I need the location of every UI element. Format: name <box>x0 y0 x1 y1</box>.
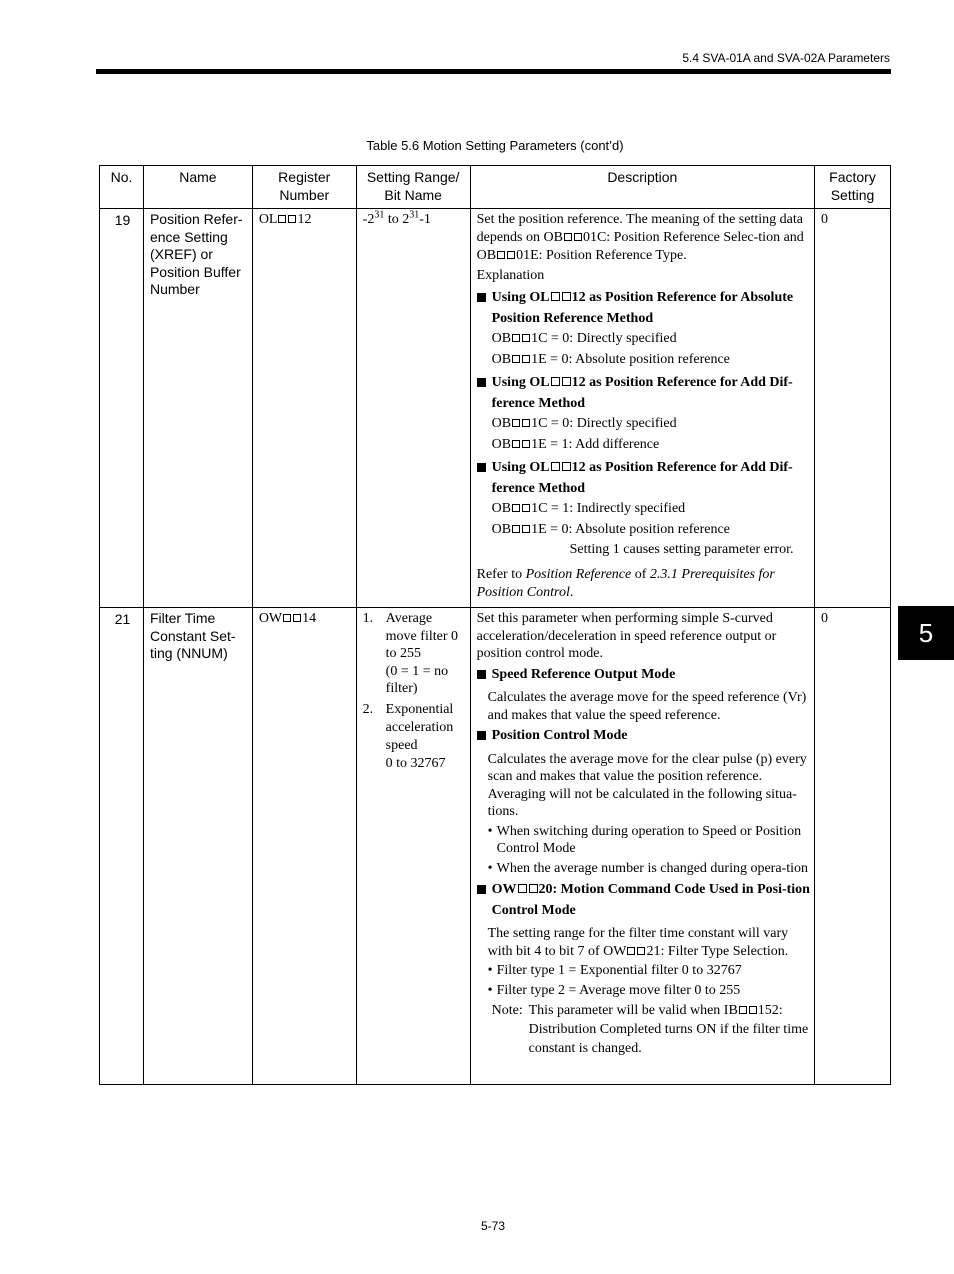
text: OB <box>491 436 512 452</box>
register-suffix: 14 <box>302 611 317 626</box>
placeholder-box-icon <box>564 233 572 241</box>
placeholder-box-icon <box>522 504 530 512</box>
text: Position Control Mode <box>491 728 628 743</box>
text: The setting range for the filter time constant will vary with bit 4 to bit 7 of OW <box>487 926 789 959</box>
placeholder-box-icon <box>507 251 515 259</box>
placeholder-box-icon <box>522 419 530 427</box>
chapter-tab: 5 <box>898 606 954 660</box>
placeholder-box-icon <box>637 947 645 955</box>
placeholder-box-icon <box>562 292 571 301</box>
table-header-row <box>100 166 891 209</box>
subsection-heading <box>477 373 810 414</box>
text: 12 as Position Reference for Absolute Position Reference Method <box>491 290 794 326</box>
item-subtext: (0 = 1 = no filter) <box>385 663 449 696</box>
list-item <box>477 982 810 1000</box>
range-item <box>363 701 466 773</box>
subsection-lines <box>477 499 810 561</box>
placeholder-box-icon <box>512 525 520 533</box>
placeholder-box-icon <box>574 233 582 241</box>
condition-line <box>492 520 810 541</box>
placeholder-box-icon <box>518 884 527 893</box>
item-text: Exponential acceleration speed <box>385 701 454 753</box>
placeholder-box-icon <box>551 377 560 386</box>
text: 1C = 0: Directly specified <box>531 331 677 346</box>
text: OB <box>491 351 512 367</box>
text: Filter type 1 = Exponential filter 0 to 32767 <box>496 963 742 978</box>
col-header-name: Name <box>143 166 252 209</box>
placeholder-box-icon <box>293 614 301 622</box>
bullet-dot-icon: • <box>487 860 493 876</box>
condition-line <box>492 414 810 435</box>
placeholder-box-icon <box>512 504 520 512</box>
list-item <box>477 823 810 858</box>
factory-setting: 0 <box>815 209 891 608</box>
subsection-text: Calculates the average move for the clear pulse (p) every scan and makes that value the position reference. Averaging will not be calculated in the following situa-tions. <box>487 751 807 819</box>
item-number: 1. <box>362 611 374 626</box>
square-bullet-icon <box>477 885 486 894</box>
text: Filter type 2 = Average move filter 0 to 255 <box>496 982 741 998</box>
subsection-heading <box>477 880 810 921</box>
text: 1E = 0: Absolute position reference <box>531 521 730 537</box>
text: . <box>569 584 574 600</box>
param-name: Filter Time Constant Set-ting (NNUM) <box>143 608 252 1085</box>
square-bullet-icon <box>477 670 486 679</box>
text: 1E = 0: Absolute position reference <box>531 351 730 367</box>
placeholder-box-icon <box>522 334 530 342</box>
col-header-range: Setting Range/ Bit Name <box>356 166 470 209</box>
param-no: 19 <box>100 209 144 608</box>
range-end: -1 <box>419 212 431 227</box>
register-suffix: 12 <box>297 212 312 227</box>
placeholder-box-icon <box>522 355 530 363</box>
setting-range <box>356 209 470 608</box>
placeholder-box-icon <box>283 614 291 622</box>
explanation-label: Explanation <box>476 268 545 283</box>
error-note: Setting 1 causes setting parameter error. <box>569 542 794 557</box>
col-header-register: Register Number <box>252 166 356 209</box>
register-prefix: OL <box>258 212 278 227</box>
list-item <box>477 962 810 980</box>
text: Position Reference <box>525 566 632 582</box>
text: 1C = 1: Indirectly specified <box>531 501 686 516</box>
placeholder-box-icon <box>512 355 520 363</box>
description <box>470 209 814 608</box>
subsection-lines <box>477 329 810 370</box>
subsection-heading <box>477 666 810 684</box>
col-header-factory: Factory Setting <box>815 166 891 209</box>
text: Set the position reference. The meaning of the setting data depends on OB <box>476 212 803 245</box>
text: OB <box>491 331 512 346</box>
text: 21: Filter Type Selection. <box>646 943 789 959</box>
square-bullet-icon <box>477 378 486 387</box>
placeholder-box-icon <box>529 884 538 893</box>
text: 01E: Position Reference Type. <box>516 248 687 263</box>
placeholder-box-icon <box>739 1006 747 1014</box>
register-prefix: OW <box>258 611 283 626</box>
subsection-text: Calculates the average move for the speed reference (Vr) and makes that value the speed reference. <box>487 690 807 723</box>
range-to: to 2 <box>384 212 410 227</box>
text: Using OL <box>491 290 550 305</box>
placeholder-box-icon <box>562 462 571 471</box>
text: Refer to <box>476 566 526 582</box>
subsection-heading <box>477 288 810 329</box>
text: 152: Distribution Completed turns ON if the filter time constant is changed. <box>528 1003 809 1056</box>
param-name: Position Refer-ence Setting (XREF) or Position Buffer Number <box>143 209 252 608</box>
motion-setting-parameters-table <box>99 165 891 1085</box>
bullet-dot-icon: • <box>487 982 493 998</box>
text: When the average number is changed during opera-tion <box>496 860 809 876</box>
text: 12 as Position Reference for Add Dif-ference Method <box>491 375 793 411</box>
item-text: Average move filter 0 to 255 <box>385 611 458 661</box>
description-intro: Set this parameter when performing simple S-curved acceleration/deceleration in speed reference output or position control mode. <box>476 611 777 661</box>
placeholder-box-icon <box>288 215 296 223</box>
note <box>477 1001 810 1058</box>
text: Using OL <box>491 460 550 475</box>
range-exponent: 31 <box>409 209 420 221</box>
text: OW <box>491 882 517 897</box>
description-intro <box>477 211 810 265</box>
subsection-heading <box>477 458 810 499</box>
text: When switching during operation to Speed or Position Control Mode <box>496 823 802 856</box>
placeholder-box-icon <box>522 440 530 448</box>
note-label: Note: <box>491 1003 523 1018</box>
placeholder-box-icon <box>551 292 560 301</box>
text: of <box>631 566 650 582</box>
range-list <box>363 610 466 773</box>
placeholder-box-icon <box>512 334 520 342</box>
list-item <box>477 860 810 878</box>
condition-line <box>492 329 810 350</box>
placeholder-box-icon <box>512 440 520 448</box>
running-header: 5.4 SVA-01A and SVA-02A Parameters <box>682 51 890 65</box>
description <box>470 608 814 1085</box>
range-item <box>363 610 466 698</box>
text: OB <box>491 416 512 431</box>
square-bullet-icon <box>477 293 486 302</box>
subsection-lines <box>477 414 810 455</box>
item-subtext: 0 to 32767 <box>385 755 446 771</box>
text: Using OL <box>491 375 550 390</box>
placeholder-box-icon <box>512 419 520 427</box>
placeholder-box-icon <box>627 947 635 955</box>
range-exponent: 31 <box>374 209 385 221</box>
placeholder-box-icon <box>551 462 560 471</box>
subsection-heading <box>477 727 810 745</box>
param-no: 21 <box>100 608 144 1085</box>
condition-line <box>492 499 810 520</box>
placeholder-box-icon <box>562 377 571 386</box>
subsection-text <box>477 925 810 960</box>
condition-line <box>492 350 810 371</box>
text: Speed Reference Output Mode <box>491 666 676 682</box>
setting-range <box>356 608 470 1085</box>
text: 1E = 1: Add difference <box>531 436 660 452</box>
placeholder-box-icon <box>522 525 530 533</box>
bullet-dot-icon: • <box>487 963 493 978</box>
range-base: -2 <box>362 212 375 227</box>
placeholder-box-icon <box>497 251 505 259</box>
reference-note <box>477 566 810 602</box>
header-rule <box>96 69 891 74</box>
item-number: 2. <box>362 701 374 717</box>
col-header-description: Description <box>470 166 814 209</box>
placeholder-box-icon <box>278 215 286 223</box>
placeholder-box-icon <box>749 1006 757 1014</box>
text: 2.3.1 Prerequisites for Position Control <box>476 566 775 600</box>
col-header-no: No. <box>100 166 144 209</box>
text: 01C: Position Reference Selec-tion and OB <box>476 230 804 263</box>
register-number <box>252 608 356 1085</box>
square-bullet-icon <box>477 463 486 472</box>
square-bullet-icon <box>477 731 486 740</box>
bullet-dot-icon: • <box>487 823 493 839</box>
text: OB <box>491 501 512 516</box>
table-row <box>100 209 891 608</box>
page-number: 5-73 <box>480 1219 506 1233</box>
text: 12 as Position Reference for Add Dif-ference Method <box>491 460 793 496</box>
text: OB <box>491 521 512 537</box>
register-number <box>252 209 356 608</box>
table-row <box>100 608 891 1085</box>
text: 20: Motion Command Code Used in Posi-tion Control Mode <box>491 882 810 918</box>
text: 1C = 0: Directly specified <box>531 416 677 431</box>
factory-setting: 0 <box>815 608 891 1085</box>
condition-line <box>492 435 810 456</box>
text: This parameter will be valid when IB <box>528 1003 738 1018</box>
table-caption: Table 5.6 Motion Setting Parameters (cont’d) <box>366 138 624 153</box>
